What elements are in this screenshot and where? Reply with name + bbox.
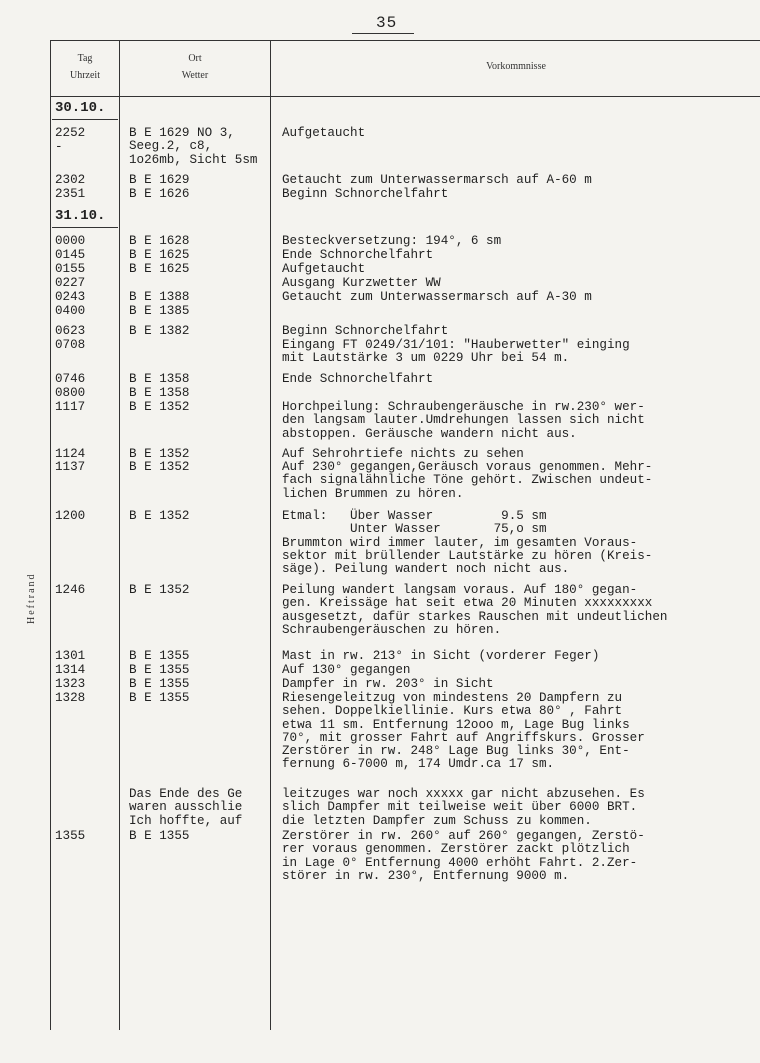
section-date: 31.10. bbox=[55, 208, 106, 224]
entry-time: 2351 bbox=[55, 187, 86, 201]
entry-time: 0227 bbox=[55, 276, 86, 290]
entry-time: 2252 bbox=[55, 126, 86, 140]
entry-time: 0400 bbox=[55, 304, 86, 318]
entry-position-weather: B E 1352 bbox=[129, 583, 190, 597]
entry-position-weather: B E 1358 bbox=[129, 386, 190, 400]
entry-position-weather: B E 1352 bbox=[129, 460, 190, 474]
entry-events: Ende Schnorchelfahrt bbox=[282, 248, 434, 262]
entry-time: 1117 bbox=[55, 400, 86, 414]
entry-events: Auf 130° gegangen bbox=[282, 663, 411, 677]
entry-time: 0243 bbox=[55, 290, 86, 304]
entry-time: 0746 bbox=[55, 372, 86, 386]
entry-position-weather: B E 1388 bbox=[129, 290, 190, 304]
entry-events: Auf Sehrohrtiefe nichts zu sehen bbox=[282, 447, 524, 461]
page-number-underline bbox=[352, 33, 414, 34]
section-date-underline bbox=[52, 227, 118, 228]
entry-time: 0623 bbox=[55, 324, 86, 338]
entry-time: 1355 bbox=[55, 829, 86, 843]
entry-position-weather: B E 1626 bbox=[129, 187, 190, 201]
entry-events: Ende Schnorchelfahrt bbox=[282, 372, 434, 386]
entry-events: Ausgang Kurzwetter WW bbox=[282, 276, 441, 290]
entry-events: Horchpeilung: Schraubengeräusche in rw.230° wer- den langsam lauter.Umdrehungen lassen sich nicht abstoppen. Geräusche wandern nicht aus. bbox=[282, 400, 645, 441]
entry-events: Dampfer in rw. 203° in Sicht bbox=[282, 677, 494, 691]
header-col-place: Ort Wetter bbox=[181, 53, 209, 81]
entry-position-weather: B E 1625 bbox=[129, 262, 190, 276]
entry-time: 1301 bbox=[55, 649, 86, 663]
entry-position-weather: B E 1625 bbox=[129, 248, 190, 262]
entry-time: 0155 bbox=[55, 262, 86, 276]
entry-position-weather: B E 1355 bbox=[129, 691, 190, 705]
section-date-underline bbox=[52, 119, 118, 120]
entry-position-weather: Das Ende des Ge waren ausschlie Ich hoffte, auf bbox=[129, 787, 243, 828]
entry-position-weather: B E 1628 bbox=[129, 234, 190, 248]
section-date: 30.10. bbox=[55, 100, 106, 116]
entry-events: Besteckversetzung: 194°, 6 sm bbox=[282, 234, 502, 248]
entry-events: Riesengeleitzug von mindestens 20 Dampfern zu sehen. Doppelkiellinie. Kurs etwa 80° , Fahrt etwa 11 sm. Entfernung 12ooo m, Lage Bug links 70°, mit grosser Fahrt auf Angriffskurs. Grosser Zerstörer in rw. 248° Lage Bug links 30°, Ent- fernung 6-7000 m, 174 Umdr.ca 17 sm. bbox=[282, 691, 645, 772]
entry-position-weather: B E 1355 bbox=[129, 677, 190, 691]
entry-events: Getaucht zum Unterwassermarsch auf A-30 m bbox=[282, 290, 592, 304]
entry-position-weather: B E 1352 bbox=[129, 509, 190, 523]
header-col-events: Vorkommnisse bbox=[486, 61, 546, 72]
entry-events: Etmal: Über Wasser 9.5 sm Unter Wasser 75,o sm Brummton wird immer lauter, im gesamten Voraus- sektor mit brüllender Lautstärke zu hören (Kreis- säge). Peilung wandert noch nicht aus. bbox=[282, 509, 653, 577]
entry-time: 2302 bbox=[55, 173, 86, 187]
entry-time: - bbox=[55, 140, 63, 154]
entry-position-weather: B E 1352 bbox=[129, 400, 190, 414]
entry-events: Beginn Schnorchelfahrt bbox=[282, 324, 449, 338]
column-divider-2 bbox=[270, 40, 271, 1030]
entry-events: Aufgetaucht bbox=[282, 262, 366, 276]
margin-note: Heftrand bbox=[26, 572, 37, 624]
entry-events: leitzuges war noch xxxxx gar nicht abzusehen. Es slich Dampfer mit teilweise weit über 6000 BRT. die letzten Dampfer zum Schuss zu kommen. bbox=[282, 787, 645, 828]
entry-time: 0145 bbox=[55, 248, 86, 262]
entry-events: Getaucht zum Unterwassermarsch auf A-60 m bbox=[282, 173, 592, 187]
entry-time: 0000 bbox=[55, 234, 86, 248]
entry-position-weather: B E 1382 bbox=[129, 324, 190, 338]
entry-time: 0800 bbox=[55, 386, 86, 400]
entry-position-weather: B E 1629 bbox=[129, 173, 190, 187]
entry-events: Zerstörer in rw. 260° auf 260° gegangen, Zerstö- rer voraus genommen. Zerstörer zackt plötzlich in Lage 0° Entfernung 4000 erhöht Fahrt. 2.Zer- störer in rw. 230°, Entfernung 9000 m. bbox=[282, 829, 645, 883]
entry-events: Peilung wandert langsam voraus. Auf 180° gegan- gen. Kreissäge hat seit etwa 20 Minuten xxxxxxxxx ausgesetzt, dafür starkes Rauschen mit undeutlichen Schraubengeräuschen zu hören. bbox=[282, 583, 668, 637]
page-number: 35 bbox=[376, 14, 398, 32]
entry-events: Beginn Schnorchelfahrt bbox=[282, 187, 449, 201]
entry-events: Aufgetaucht bbox=[282, 126, 366, 140]
entry-time: 1323 bbox=[55, 677, 86, 691]
entry-time: 1314 bbox=[55, 663, 86, 677]
entry-position-weather: B E 1629 NO 3, Seeg.2, c8, 1o26mb, Sicht 5sm bbox=[129, 126, 258, 167]
entry-position-weather: B E 1355 bbox=[129, 649, 190, 663]
entry-position-weather: B E 1358 bbox=[129, 372, 190, 386]
entry-position-weather: B E 1355 bbox=[129, 829, 190, 843]
entry-time: 1246 bbox=[55, 583, 86, 597]
header-divider bbox=[50, 96, 760, 97]
entry-time: 1137 bbox=[55, 460, 86, 474]
entry-time: 1328 bbox=[55, 691, 86, 705]
header-col-date: Tag Uhrzeit bbox=[70, 53, 100, 81]
entry-events: Eingang FT 0249/31/101: "Hauberwetter" einging mit Lautstärke 3 um 0229 Uhr bei 54 m. bbox=[282, 338, 630, 366]
entry-time: 0708 bbox=[55, 338, 86, 352]
entry-position-weather: B E 1385 bbox=[129, 304, 190, 318]
table-top-border bbox=[50, 40, 760, 41]
entry-events: Mast in rw. 213° in Sicht (vorderer Feger) bbox=[282, 649, 600, 663]
entry-time: 1200 bbox=[55, 509, 86, 523]
entry-position-weather: B E 1355 bbox=[129, 663, 190, 677]
column-divider-1 bbox=[119, 40, 120, 1030]
entry-time: 1124 bbox=[55, 447, 86, 461]
entry-events: Auf 230° gegangen,Geräusch voraus genommen. Mehr- fach signalähnliche Töne gehört. Zwischen undeut- lichen Brummen zu hören. bbox=[282, 460, 653, 501]
entry-position-weather: B E 1352 bbox=[129, 447, 190, 461]
